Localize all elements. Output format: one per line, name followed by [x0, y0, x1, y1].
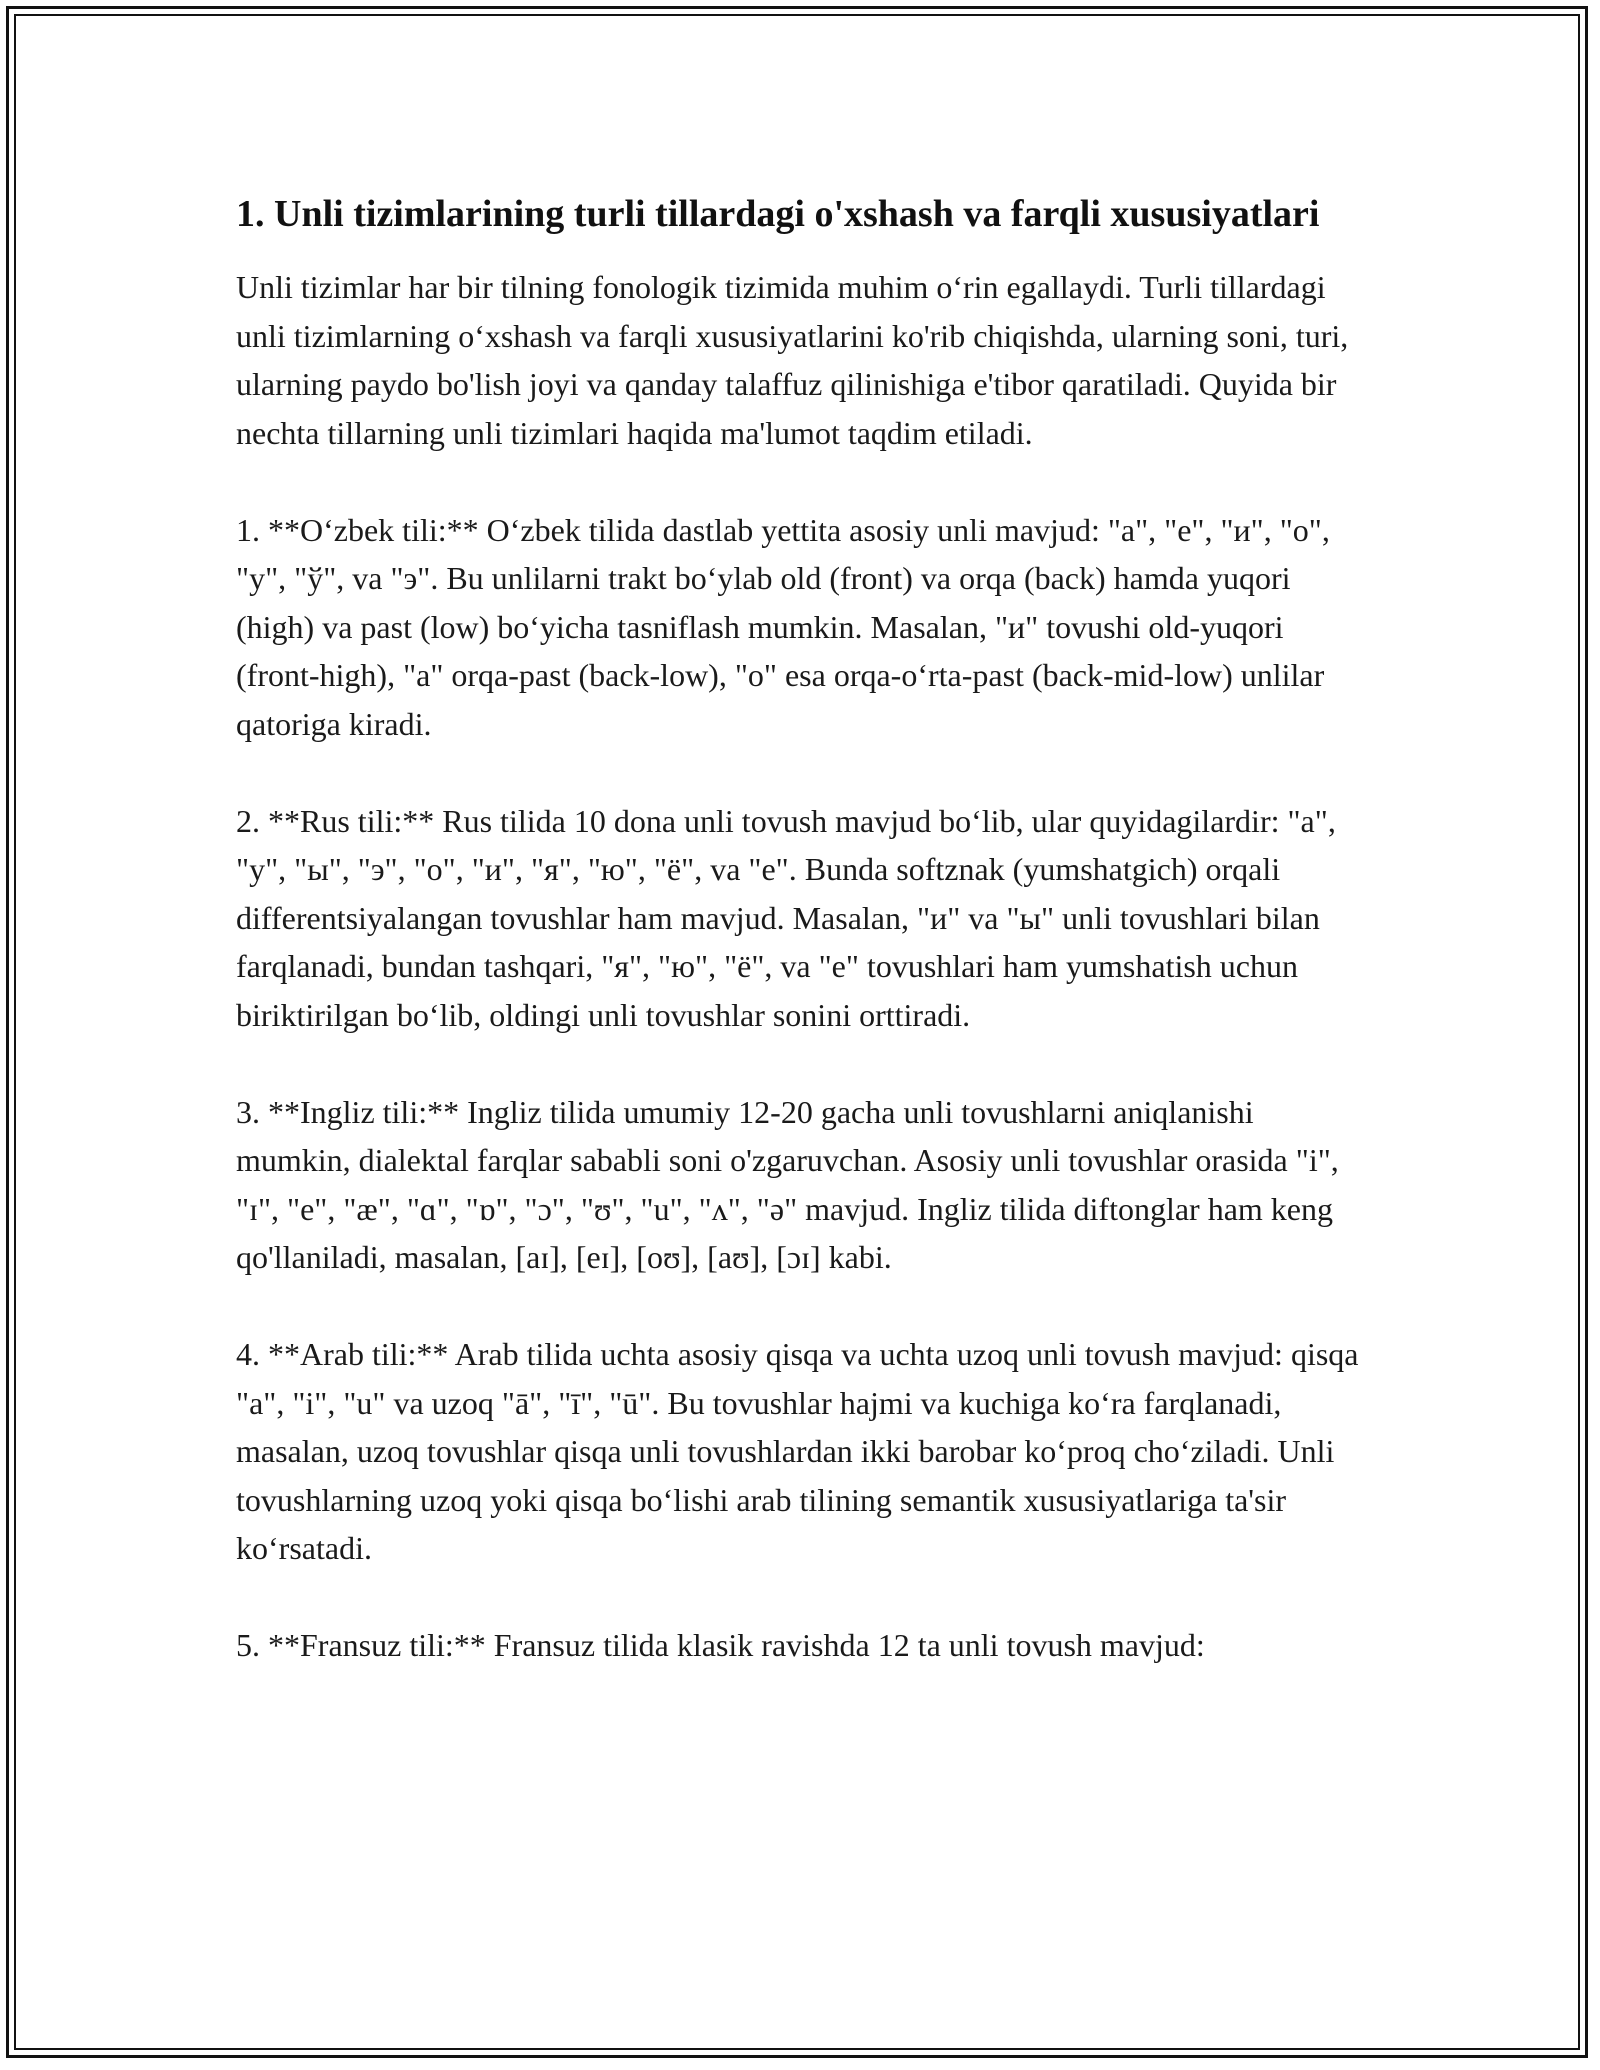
section-heading: 1. Unli tizimlarining turli tillardagi o'xshash va farqli xususiyatlari	[236, 193, 1320, 235]
paragraph-russian: 2. **Rus tili:** Rus tilida 10 dona unli tovush mavjud boʻlib, ular quyidagilardir: "а", "у", "ы", "э", "о", "и", "я", "ю", "ё", va "е". Bunda softznak (yumshatgich) orqali differentsiyalangan tovushlar ham mavjud. Masalan, "и" va "ы" unli tovushlari bilan farqlanadi, bundan tashqari, "я", "ю", "ё", va "е" tovushlari ham yumshatish uchun biriktirilgan boʻlib, oldingi unli tovushlar sonini orttiradi.	[236, 802, 1336, 1033]
paragraph-french: 5. **Fransuz tili:** Fransuz tilida klasik ravishda 12 ta unli tovush mavjud:	[236, 1627, 1205, 1663]
intro-paragraph: Unli tizimlar har bir tilning fonologik tizimida muhim oʻrin egallaydi. Turli tillardagi unli tizimlarning oʻxshash va farqli xususiyatlarini ko'rib chiqishda, ularning soni, turi, ularning paydo bo'lish joyi va qanday talaffuz qilinishiga e'tibor qaratiladi. Quyida bir nechta tillarning unli tizimlari haqida ma'lumot taqdim etiladi.	[236, 269, 1349, 451]
paragraph-english: 3. **Ingliz tili:** Ingliz tilida umumiy 12-20 gacha unli tovushlarni aniqlanishi mumkin, dialektal farqlar sababli soni o'zgaruvchan. Asosiy unli tovushlar orasida "i", "ɪ", "e", "æ", "ɑ", "ɒ", "ɔ", "ʊ", "u", "ʌ", "ə" mavjud. Ingliz tilida diftonglar ham keng qo'llaniladi, masalan, [aɪ], [eɪ], [oʊ], [aʊ], [ɔɪ] kabi.	[236, 1093, 1339, 1275]
document-body	[236, 186, 1366, 1670]
paragraph-uzbek: 1. **Oʻzbek tili:** Oʻzbek tilida dastlab yettita asosiy unli mavjud: "a", "e", "и", "o", "y", "ў", va "э". Bu unlilarni trakt boʻylab old (front) va orqa (back) hamda yuqori (high) va past (low) boʻyicha tasniflash mumkin. Masalan, "и" tovushi old-yuqori (front-high), "a" orqa-past (back-low), "o" esa orqa-oʻrta-past (back-mid-low) unlilar qatoriga kiradi.	[236, 511, 1330, 742]
paragraph-arabic: 4. **Arab tili:** Arab tilida uchta asosiy qisqa va uchta uzoq unli tovush mavjud: qisqa "a", "i", "u" va uzoq "ā", "ī", "ū". Bu tovushlar hajmi va kuchiga koʻra farqlanadi, masalan, uzoq tovushlar qisqa unli tovushlardan ikki barobar koʻproq choʻziladi. Unli tovushlarning uzoq yoki qisqa boʻlishi arab tilining semantik xususiyatlariga ta'sir koʻrsatadi.	[236, 1336, 1359, 1566]
